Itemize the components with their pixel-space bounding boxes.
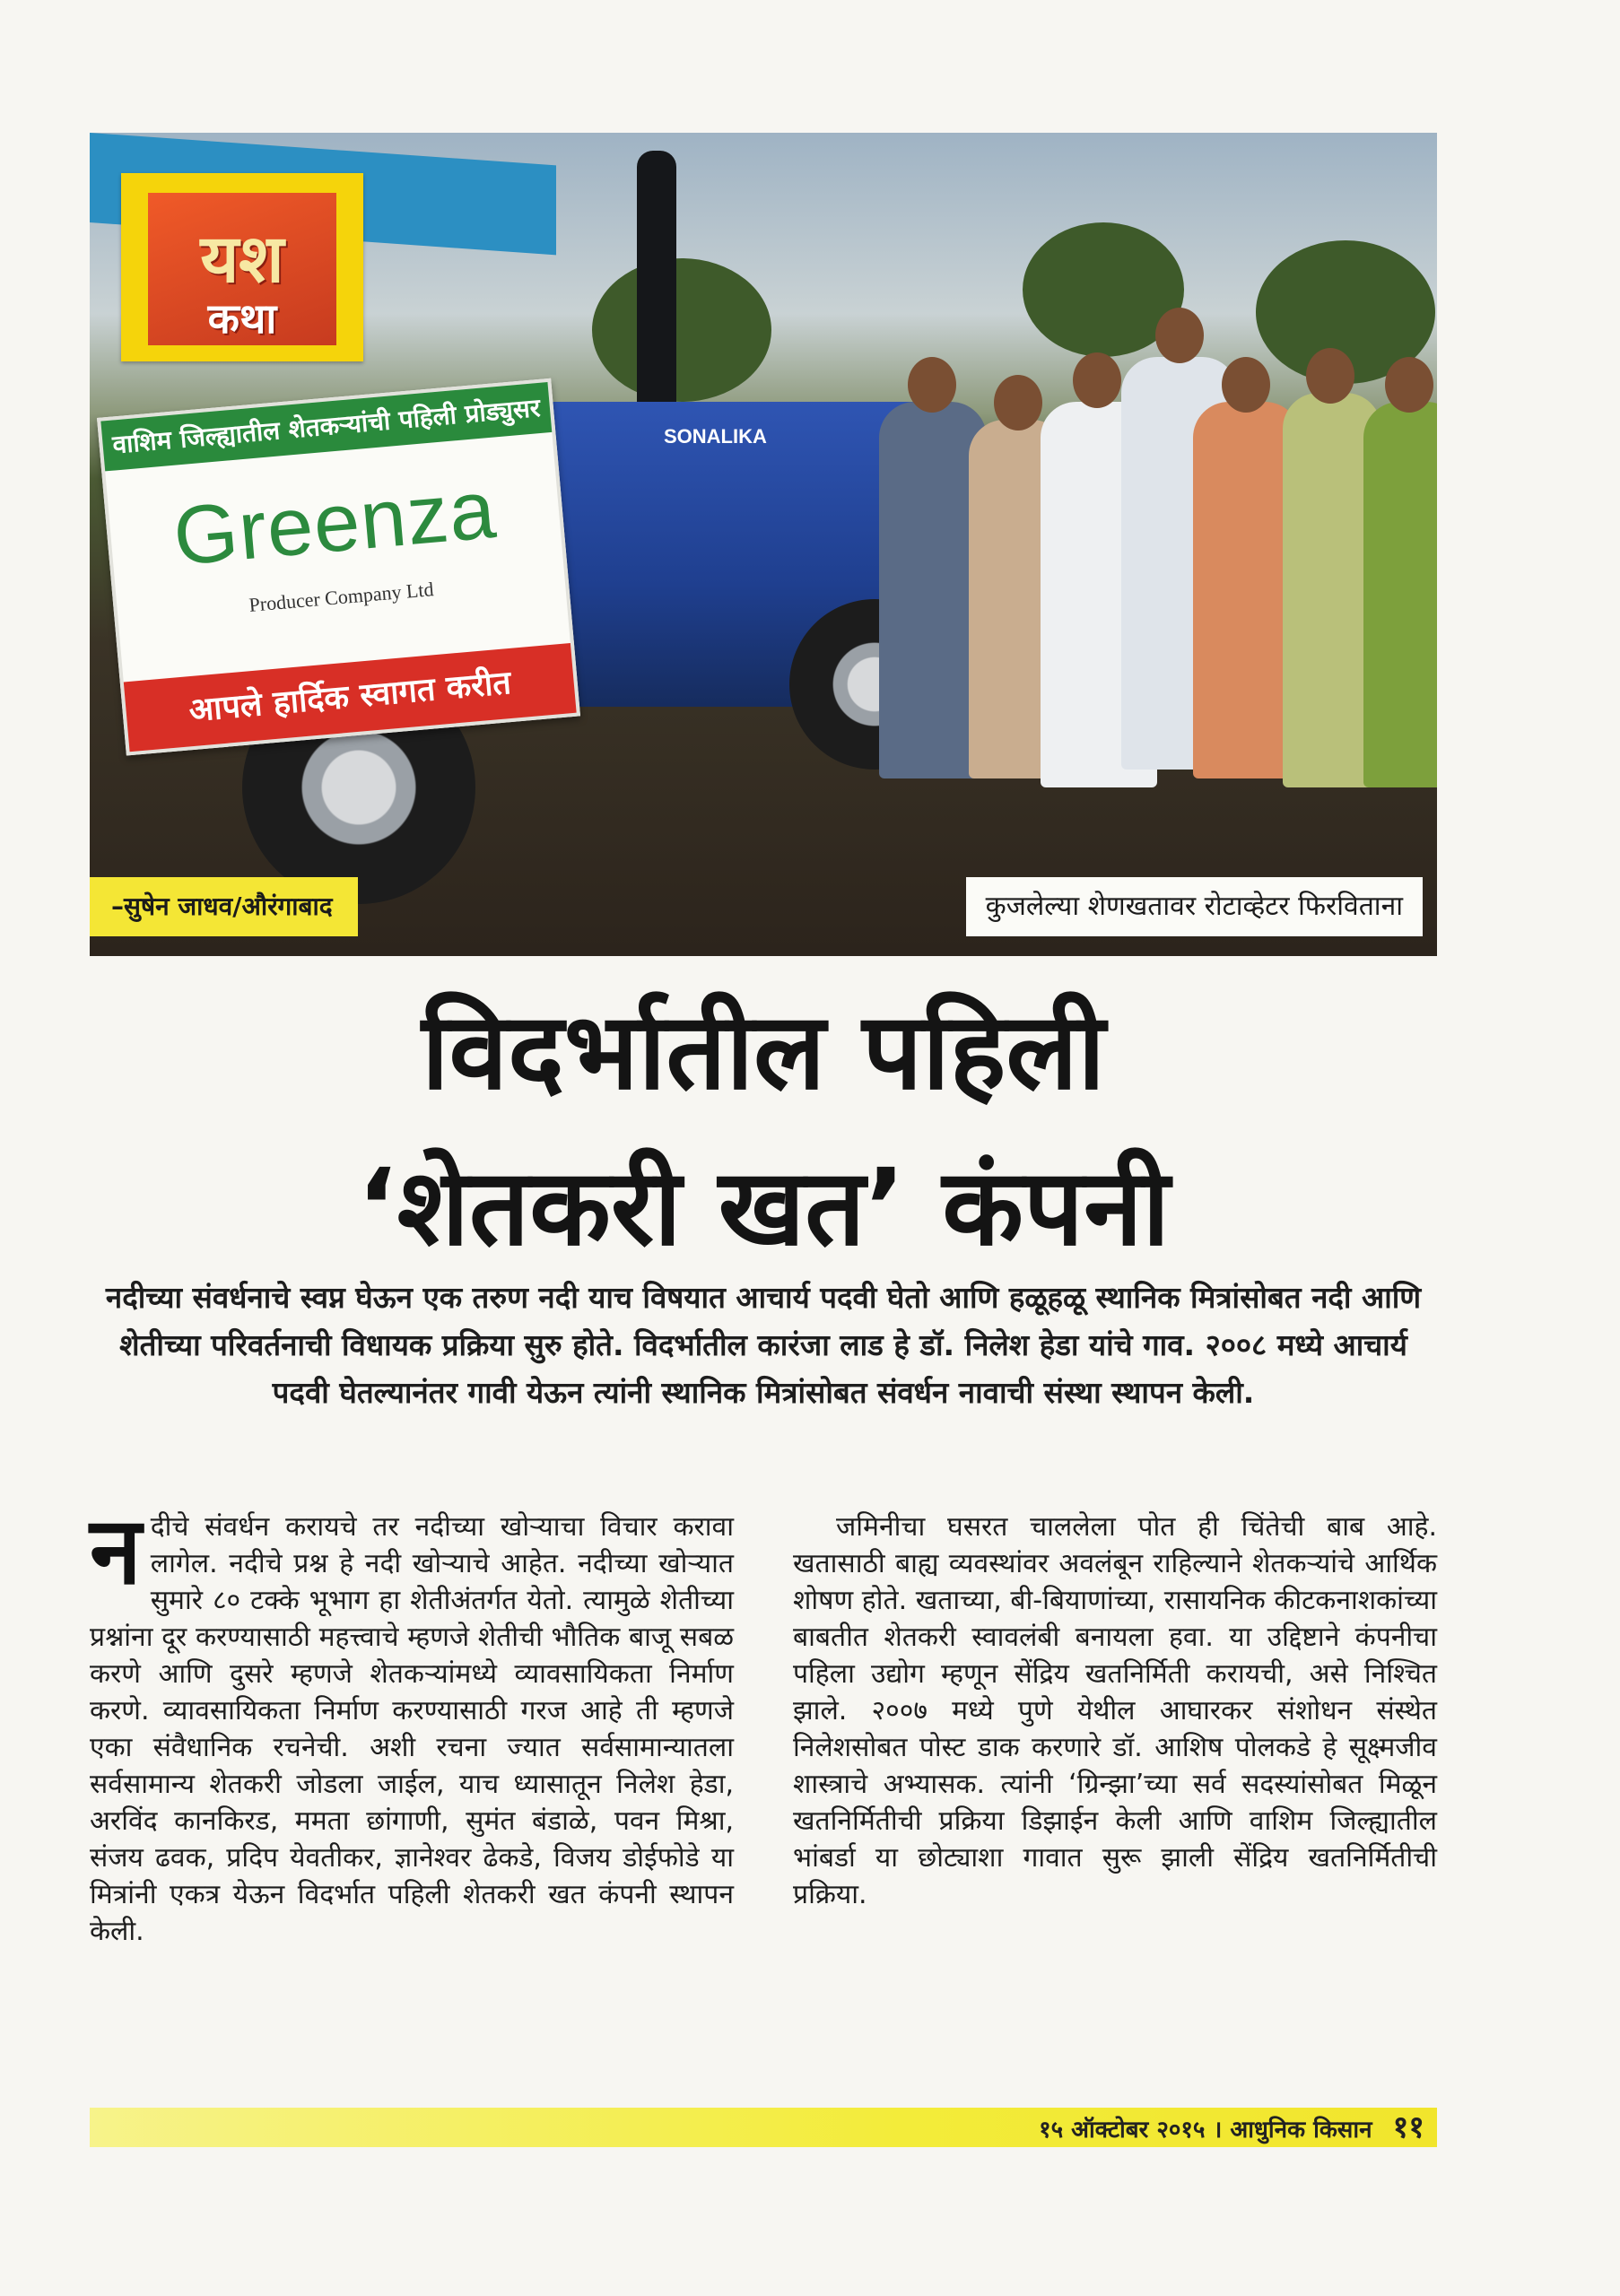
person-head bbox=[1155, 308, 1204, 363]
banner-brand: Greenza bbox=[170, 463, 500, 583]
column-right-text: जमिनीचा घसरत चाललेला पोत ही चिंतेची बाब आहे. खतासाठी बाह्य व्यवस्थांवर अवलंबून राहिल्याने शेतकऱ्यांचे आर्थिक शोषण होते. खताच्या, बी-बियाणांच्या, रासायनिक कीटकनाशकांच्या बाबतीत शेतकरी स्वावलंबी बनायला हवा. या उद्दिष्टाने कंपनीचा पहिला उद्योग म्हणून सेंद्रिय खतनिर्मिती करायची, असे निश्चित झाले. २००७ मध्ये पुणे येथील आघारकर संशोधन संस्थेत निलेशसोबत पोस्ट डाक करणारे डॉ. आशिष पोलकडे हे सूक्ष्मजीव शास्त्राचे अभ्यासक. त्यांनी ‘ग्रिन्झा’च्या सर्व सदस्यांसोबत मिळून खतनिर्मितीची प्रक्रिया डिझाईन केली आणि वाशिम जिल्ह्यातील भांबर्डा या छोट्याशा गावात सुरू झाली सेंद्रिय खतनिर्मितीची प्रक्रिया. bbox=[793, 1511, 1437, 1910]
badge-inner bbox=[148, 193, 336, 345]
article-headline bbox=[90, 973, 1437, 1285]
photo-caption: कुजलेल्या शेणखतावर रोटाव्हेटर फिरविताना bbox=[966, 877, 1423, 936]
article-photo bbox=[90, 133, 1437, 956]
badge-word-1: यश bbox=[200, 221, 284, 298]
drop-cap: न bbox=[90, 1496, 142, 1605]
person-head bbox=[994, 375, 1042, 430]
footer-text bbox=[1039, 2108, 1424, 2150]
person bbox=[1363, 402, 1437, 787]
author-byline: –सुषेन जाधव/औरंगाबाद bbox=[90, 877, 358, 936]
person-head bbox=[1222, 357, 1270, 413]
section-badge bbox=[121, 173, 363, 361]
headline-line-1: विदर्भातील पहिली bbox=[421, 989, 1106, 1113]
person-head bbox=[1385, 357, 1433, 413]
banner-bottom-text: आपले हार्दिक स्वागत करीत bbox=[124, 643, 577, 752]
badge-word-2: कथा bbox=[207, 294, 277, 343]
person-head bbox=[908, 357, 956, 413]
person-head bbox=[1306, 348, 1354, 404]
footer-date-issue: १५ ऑक्टोबर २०१५ । आधुनिक किसान bbox=[1039, 2117, 1372, 2144]
greenza-banner bbox=[97, 378, 580, 756]
article-column-right bbox=[793, 1509, 1437, 1913]
column-left-text: दीचे संवर्धन करायचे तर नदीच्या खोऱ्याचा विचार करावा लागेल. नदीचे प्रश्न हे नदी खोऱ्याचे आहेत. नदीच्या खोऱ्यात सुमारे ८० टक्के भूभाग हा शेतीअंतर्गत येतो. त्यामुळे शेतीच्या प्रश्नांना दूर करण्यासाठी महत्त्वाचे म्हणजे शेतीची भौतिक बाजू सबळ करणे आणि दुसरे म्हणजे शेतकऱ्यांमध्ये व्यावसायिकता निर्माण करणे. व्यावसायिकता निर्माण करण्यासाठी गरज आहे ती म्हणजे एका संवैधानिक रचनेची. अशी रचना ज्यात सर्वसामान्यातला सर्वसामान्य शेतकरी जोडला जाईल, याच ध्यासातून निलेश हेडा, अरविंद कानकिरड, ममता छांगाणी, सुमंत बंडाळे, पवन मिश्रा, संजय ढवक, प्रदिप येवतीकर, ज्ञानेश्वर ढेकडे, विजय डोईफोडे या मित्रांनी एकत्र येऊन विदर्भात पहिली शेतकरी खत कंपनी स्थापन केली. bbox=[90, 1511, 734, 1947]
person-head bbox=[1073, 352, 1121, 408]
tree bbox=[592, 258, 771, 402]
page-number: ११ bbox=[1392, 2109, 1424, 2145]
banner-top-text: वाशिम जिल्ह्यातील शेतकऱ्यांची पहिली प्रोड्युसर bbox=[100, 382, 552, 471]
banner-subtitle: Producer Company Ltd bbox=[248, 578, 435, 616]
article-lead: नदीच्या संवर्धनाचे स्वप्न घेऊन एक तरुण नदी याच विषयात आचार्य पदवी घेतो आणि हळूहळू स्थानिक मित्रांसोबत नदी आणि शेतीच्या परिवर्तनाची विधायक प्रक्रिया सुरु होते. विदर्भातील कारंजा लाड हे डॉ. निलेश हेडा यांचे गाव. २००८ मध्ये आचार्य पदवी घेतल्यानंतर गावी येऊन त्यांनी स्थानिक मित्रांसोबत संवर्धन नावाची संस्था स्थापन केली. bbox=[105, 1280, 1422, 1410]
article-column-left bbox=[90, 1496, 734, 1950]
page-footer bbox=[90, 2108, 1437, 2147]
headline-line-2: ‘शेतकरी खत’ कंपनी bbox=[356, 1145, 1171, 1269]
tractor-brand-label: SONALIKA bbox=[664, 425, 767, 448]
